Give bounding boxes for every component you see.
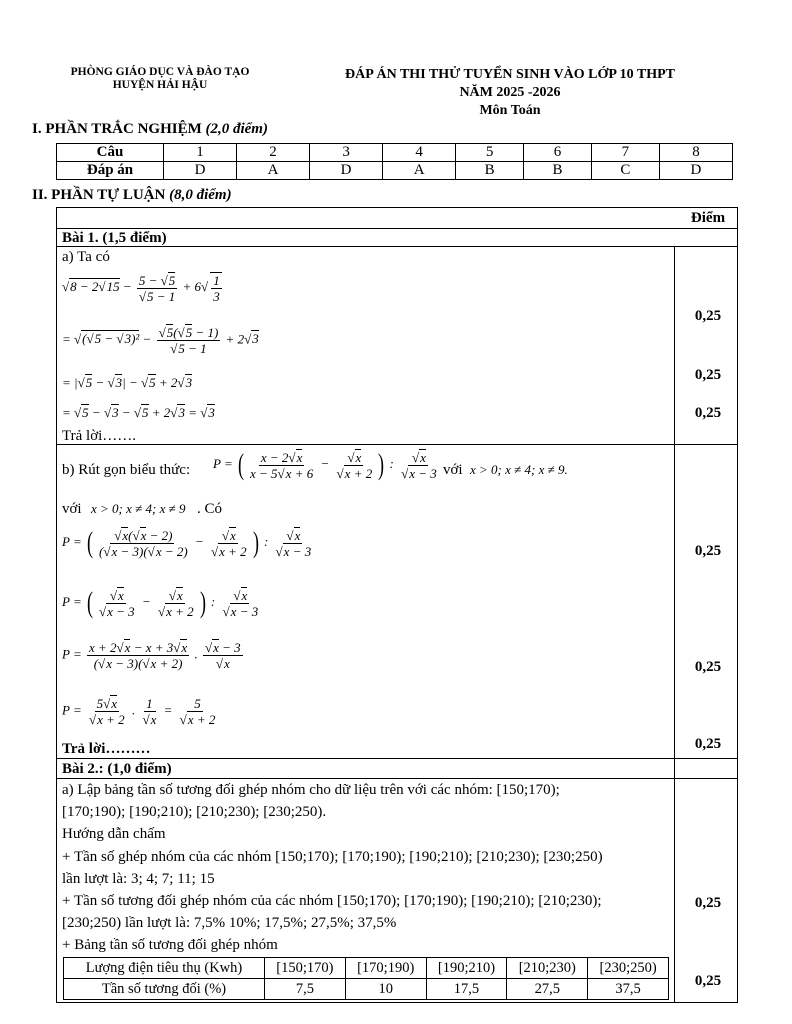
- title-line-2: NĂM 2025 -2026: [459, 85, 561, 100]
- question-number: 1: [164, 144, 237, 162]
- answer-choice: D: [310, 162, 383, 180]
- question-number: 8: [659, 144, 732, 162]
- frequency-table-group: [150;170): [265, 958, 346, 979]
- title-line-3: Môn Toán: [479, 103, 541, 118]
- bai2-line: + Tần số tương đối ghép nhóm của các nhóm [150;170); [170;190); [190;210); [210;230);: [62, 893, 602, 909]
- answer-choice: A: [383, 162, 456, 180]
- frequency-table: [63, 957, 669, 1000]
- frequency-table-group: [190;210): [426, 958, 507, 979]
- frequency-table-value: 10: [345, 979, 426, 1000]
- frequency-table-group: [210;230): [507, 958, 588, 979]
- department-header: [40, 66, 280, 92]
- math-expression-2: = √(√5 − √3)² − $\frac{√5(√5 - 1)}{√5 - 1}$ + 2√3: [62, 325, 259, 356]
- answer-choice: B: [524, 162, 592, 180]
- score-value: 0,25: [694, 308, 722, 324]
- score-value: 0,25: [694, 543, 722, 559]
- essay-answer-table: [56, 207, 738, 1003]
- bai1-b-intro: b) Rút gọn biểu thức:: [62, 462, 191, 478]
- answer-choice: B: [456, 162, 524, 180]
- frequency-table-value-row: [64, 979, 669, 1000]
- district-name: HUYỆN HẢI HẬU: [112, 79, 208, 91]
- bai1-b-condition-label-2: với: [62, 501, 82, 517]
- question-number: 2: [237, 144, 310, 162]
- frequency-table-value: 27,5: [507, 979, 588, 1000]
- math-expression-7: P = ( $\frac{√x}{√x - 3}$ − $\frac{√x}{√x + 2}$ ) : $\frac{√x}{√x - 3}$: [62, 586, 259, 619]
- math-expression-6: P = ( $\frac{√x(√x - 2)}{(√x - 3)(√x - 2)}$ − $\frac{√x}{√x + 2}$ ) : $\frac{√x}{√x - 3}$: [62, 526, 312, 559]
- score-value: 0,25: [694, 367, 722, 383]
- score-value: 0,25: [694, 659, 722, 675]
- bai2-line: Hướng dẫn chấm: [62, 826, 166, 842]
- part2-heading: [32, 187, 232, 204]
- question-number: 4: [383, 144, 456, 162]
- score-header: Điểm: [690, 210, 726, 226]
- question-number: 7: [591, 144, 659, 162]
- part2-heading-text: II. PHẦN TỰ LUẬN: [32, 187, 166, 203]
- math-condition-1: x > 0; x ≠ 4; x ≠ 9.: [470, 462, 568, 477]
- frequency-table-row-label: Lượng điện tiêu thụ (Kwh): [64, 958, 265, 979]
- question-number: 5: [456, 144, 524, 162]
- bai2-line: [230;250) lần lượt là: 7,5% 10%; 17,5%; 27,5%; 37,5%: [62, 915, 397, 931]
- question-number: 6: [524, 144, 592, 162]
- title-line-1: ĐÁP ÁN THI THỬ TUYỂN SINH VÀO LỚP 10 THPT: [345, 67, 675, 82]
- bai1-a-intro: a) Ta có: [62, 249, 110, 265]
- frequency-table-value: 7,5: [265, 979, 346, 1000]
- frequency-table-value: 37,5: [588, 979, 669, 1000]
- answer-key-table: [56, 143, 733, 180]
- bai2-line: a) Lập bảng tần số tương đối ghép nhóm cho dữ liệu trên với các nhóm: [150;170);: [62, 782, 560, 798]
- frequency-table-group: [230;250): [588, 958, 669, 979]
- math-expression-1: √8 − 2√15 − $\frac{5 - √5}{√5 - 1}$ + 6√ $\frac{1}{3}$: [62, 272, 220, 304]
- score-value: 0,25: [694, 973, 722, 989]
- frequency-table-row-label: Tần số tương đối (%): [64, 979, 265, 1000]
- frequency-table-group: [170;190): [345, 958, 426, 979]
- part2-points: (8,0 điểm): [169, 187, 232, 203]
- bai2-line: lần lượt là: 3; 4; 7; 11; 15: [62, 871, 215, 887]
- row-divider: [57, 758, 737, 759]
- math-condition-2: x > 0; x ≠ 4; x ≠ 9: [91, 501, 186, 516]
- math-expression-5: P = ( $\frac{x - 2√x}{x - 5√x + 6}$ − $\frac{√x}{√x + 2}$ ) : $\frac{√x}{√x - 3}$: [213, 448, 437, 481]
- bai1-b-answer: Trả lời………: [62, 741, 151, 757]
- answer-row: [57, 162, 733, 180]
- answer-choice: D: [164, 162, 237, 180]
- score-column-divider: [674, 246, 675, 1002]
- part1-heading-text: I. PHẦN TRẮC NGHIỆM: [32, 121, 202, 137]
- bai1-title: Bài 1. (1,5 điểm): [62, 230, 167, 246]
- score-value: 0,25: [694, 405, 722, 421]
- frequency-table-header-row: [64, 958, 669, 979]
- answer-choice: A: [237, 162, 310, 180]
- math-expression-4: = √5 − √3 − √5 + 2√3 = √3: [62, 405, 215, 420]
- document-title: [300, 66, 720, 120]
- answer-choice: D: [659, 162, 732, 180]
- math-expression-9: P = $\frac{5√x}{√x + 2}$ . $\frac{1}{√x}$ = $\frac{5}{√x + 2}$: [62, 696, 216, 727]
- bai1-b-condition-label: với: [443, 462, 463, 478]
- part1-points: (2,0 điểm): [205, 121, 268, 137]
- row-divider: [57, 778, 737, 779]
- part1-heading: [32, 121, 268, 138]
- answer-label: Đáp án: [57, 162, 164, 180]
- frequency-table-value: 17,5: [426, 979, 507, 1000]
- bai2-line: + Tần số ghép nhóm của các nhóm [150;170); [170;190); [190;210); [210;230); [230;250): [62, 849, 603, 865]
- question-number: 3: [310, 144, 383, 162]
- bai2-line: + Bảng tần số tương đối ghép nhóm: [62, 937, 278, 953]
- math-expression-8: P = $\frac{x + 2√x - x + 3√x}{(√x - 3)(√x + 2)}$ . $\frac{√x - 3}{√x}$: [62, 640, 241, 671]
- answer-choice: C: [591, 162, 659, 180]
- question-row: [57, 144, 733, 162]
- department-name: PHÒNG GIÁO DỤC VÀ ĐÀO TẠO: [70, 66, 250, 78]
- bai1-b-co: . Có: [197, 501, 223, 517]
- row-divider: [57, 444, 737, 445]
- score-value: 0,25: [694, 895, 722, 911]
- score-value: 0,25: [694, 736, 722, 752]
- question-label: Câu: [57, 144, 164, 162]
- bai2-title: Bài 2.: (1,0 điểm): [62, 761, 172, 777]
- math-expression-3: = |√5 − √3| − √5 + 2√3: [62, 375, 193, 390]
- bai1-a-answer: Trả lời…….: [62, 428, 137, 444]
- bai2-line: [170;190); [190;210); [210;230); [230;250).: [62, 804, 327, 820]
